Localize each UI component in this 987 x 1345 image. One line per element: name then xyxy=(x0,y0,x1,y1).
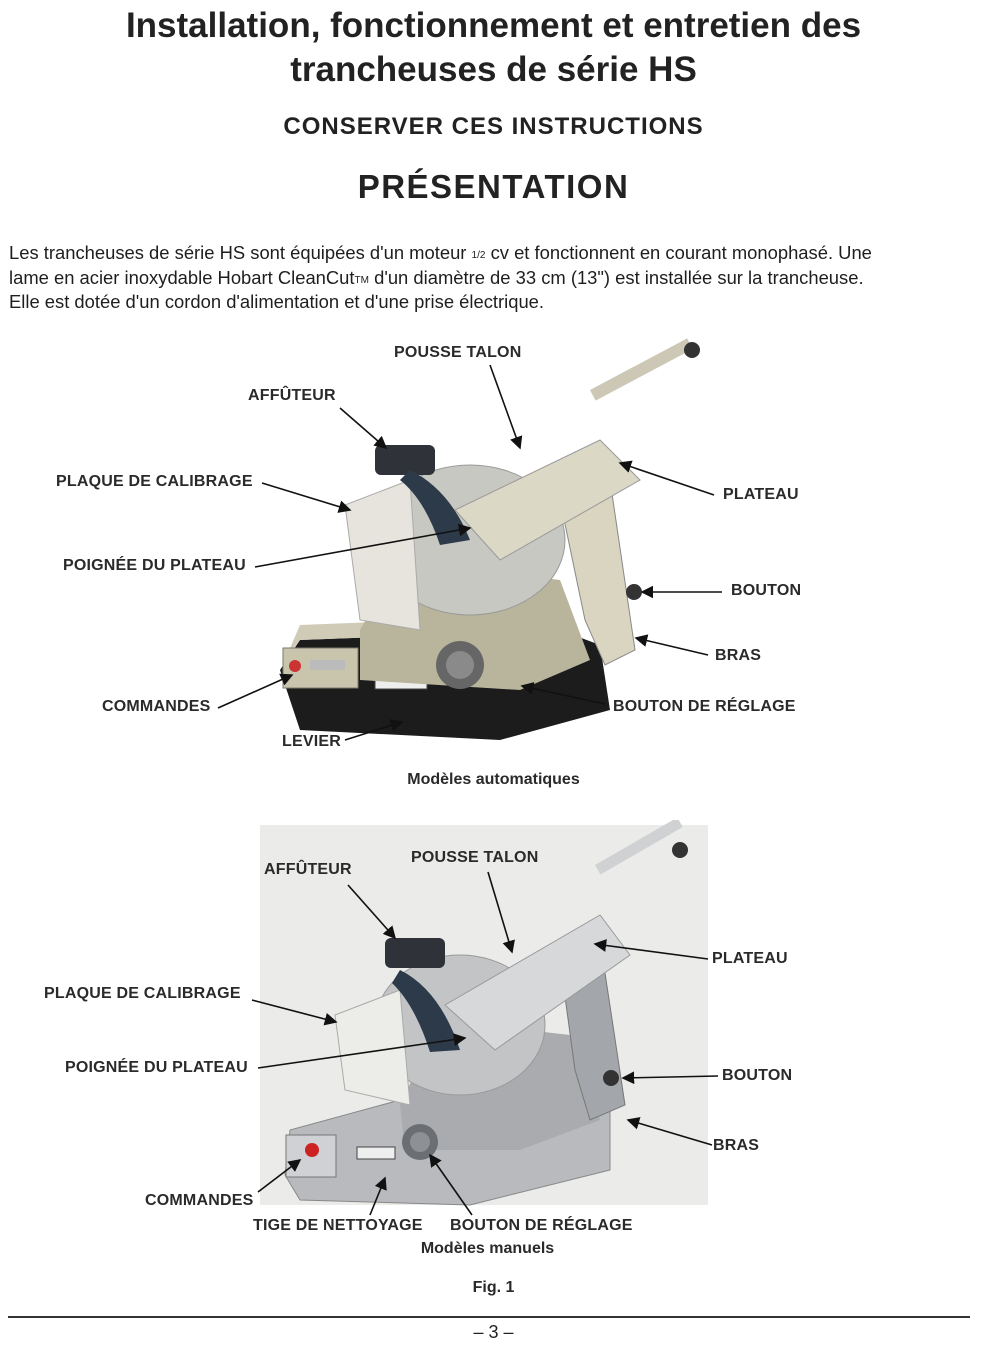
label-auto-plaque-calibrage: PLAQUE DE CALIBRAGE xyxy=(56,473,253,490)
label-manual-bouton-reglage: BOUTON DE RÉGLAGE xyxy=(450,1217,633,1234)
intro-line-1: Les trancheuses de série HS sont équipées d'un moteur $^{1/2}$ cv et fonctionnent en courant monophasé. Une xyxy=(9,242,872,263)
trademark: TM xyxy=(354,274,369,286)
page-subtitle: CONSERVER CES INSTRUCTIONS xyxy=(283,113,704,140)
page-title-line-2: trancheuses de série HS xyxy=(290,50,697,89)
label-manual-bouton: BOUTON xyxy=(722,1067,793,1084)
intro-paragraph xyxy=(9,241,984,315)
label-manual-affuteur: AFFÛTEUR xyxy=(264,861,352,878)
label-auto-affuteur: AFFÛTEUR xyxy=(248,387,336,404)
label-auto-commandes: COMMANDES xyxy=(102,698,211,715)
page-title-line-1: Installation, fonctionnement et entretien des xyxy=(125,6,862,45)
label-auto-poignee: POIGNÉE DU PLATEAU xyxy=(63,557,246,574)
label-manual-tige-nettoyage: TIGE DE NETTOYAGE xyxy=(253,1217,423,1234)
label-manual-plaque-calibrage: PLAQUE DE CALIBRAGE xyxy=(44,985,241,1002)
page-number: – 3 – xyxy=(473,1322,514,1342)
label-auto-bras: BRAS xyxy=(715,647,762,664)
label-auto-levier: LEVIER xyxy=(282,733,341,750)
label-manual-commandes: COMMANDES xyxy=(145,1192,254,1209)
intro-line-3: Elle est dotée d'un cordon d'alimentation et d'une prise électrique. xyxy=(9,291,545,312)
slicer-manual-illustration xyxy=(0,820,987,1240)
label-manual-bras: BRAS xyxy=(713,1137,760,1154)
fraction: 1/2 xyxy=(471,250,486,261)
footer-rule xyxy=(8,1316,970,1318)
label-manual-pousse-talon: POUSSE TALON xyxy=(411,849,539,866)
label-manual-poignee: POIGNÉE DU PLATEAU xyxy=(65,1059,248,1076)
intro-line-2: lame en acier inoxydable Hobart CleanCut™ d'un diamètre de 33 cm (13") est installée sur la trancheuse. xyxy=(9,266,864,288)
label-auto-pousse-talon: POUSSE TALON xyxy=(394,344,522,361)
label-auto-bouton: BOUTON xyxy=(731,582,802,599)
label-manual-plateau: PLATEAU xyxy=(712,950,788,967)
section-heading: PRÉSENTATION xyxy=(357,168,630,205)
caption-auto-models: Modèles automatiques xyxy=(407,771,580,788)
label-auto-bouton-reglage: BOUTON DE RÉGLAGE xyxy=(613,698,796,715)
label-auto-plateau: PLATEAU xyxy=(723,486,799,503)
figure-caption: Fig. 1 xyxy=(472,1279,515,1296)
caption-manual-models: Modèles manuels xyxy=(420,1240,555,1257)
